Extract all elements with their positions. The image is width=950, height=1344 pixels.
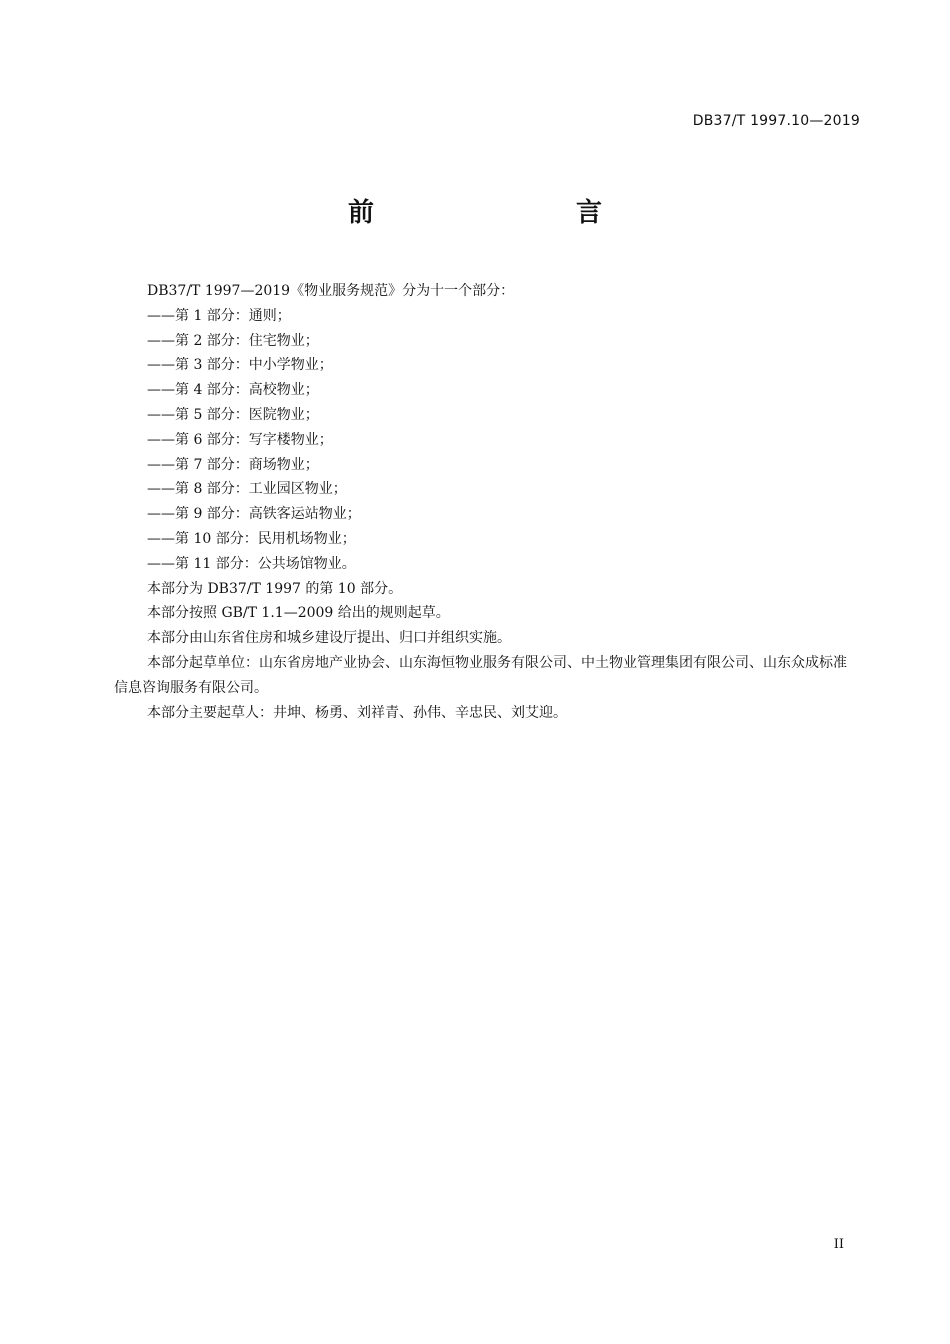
list-item: ——第 10 部分：民用机场物业；: [147, 530, 356, 547]
parts-list: [114, 304, 860, 577]
list-item: ——第 9 部分：高铁客运站物业；: [147, 506, 361, 523]
list-item: ——第 5 部分：医院物业；: [147, 406, 319, 423]
paragraph: 本部分为 DB37/T 1997 的第 10 部分。: [147, 580, 403, 597]
paragraph: 本部分按照 GB/T 1.1—2009 给出的规则起草。: [147, 605, 450, 622]
intro-paragraph: DB37/T 1997—2019《物业服务规范》分为十一个部分：: [147, 283, 515, 299]
list-item: ——第 6 部分：写字楼物业；: [147, 431, 333, 448]
document-id: DB37/T 1997.10—2019: [692, 113, 860, 129]
paragraph: 本部分起草单位：山东省房地产业协会、山东海恒物业服务有限公司、中土物业管理集团有限公司、山东众成标准信息咨询服务有限公司。: [114, 654, 847, 696]
list-item: ——第 7 部分：商场物业；: [147, 456, 319, 473]
list-item: ——第 1 部分：通则；: [147, 307, 291, 324]
list-item: ——第 2 部分：住宅物业；: [147, 332, 319, 349]
list-item: ——第 4 部分：高校物业；: [147, 382, 319, 399]
paragraph: 本部分主要起草人：井坤、杨勇、刘祥青、孙伟、辛忠民、刘艾迎。: [147, 704, 567, 721]
paragraph: 本部分由山东省住房和城乡建设厅提出、归口并组织实施。: [147, 630, 511, 647]
list-item: ——第 8 部分：工业园区物业；: [147, 481, 347, 498]
list-item: ——第 3 部分：中小学物业；: [147, 357, 333, 374]
page-number: II: [833, 1237, 844, 1252]
list-item: ——第 11 部分：公共场馆物业。: [147, 555, 356, 572]
foreword-content: [114, 279, 860, 725]
page-title: 前 言: [347, 198, 652, 228]
